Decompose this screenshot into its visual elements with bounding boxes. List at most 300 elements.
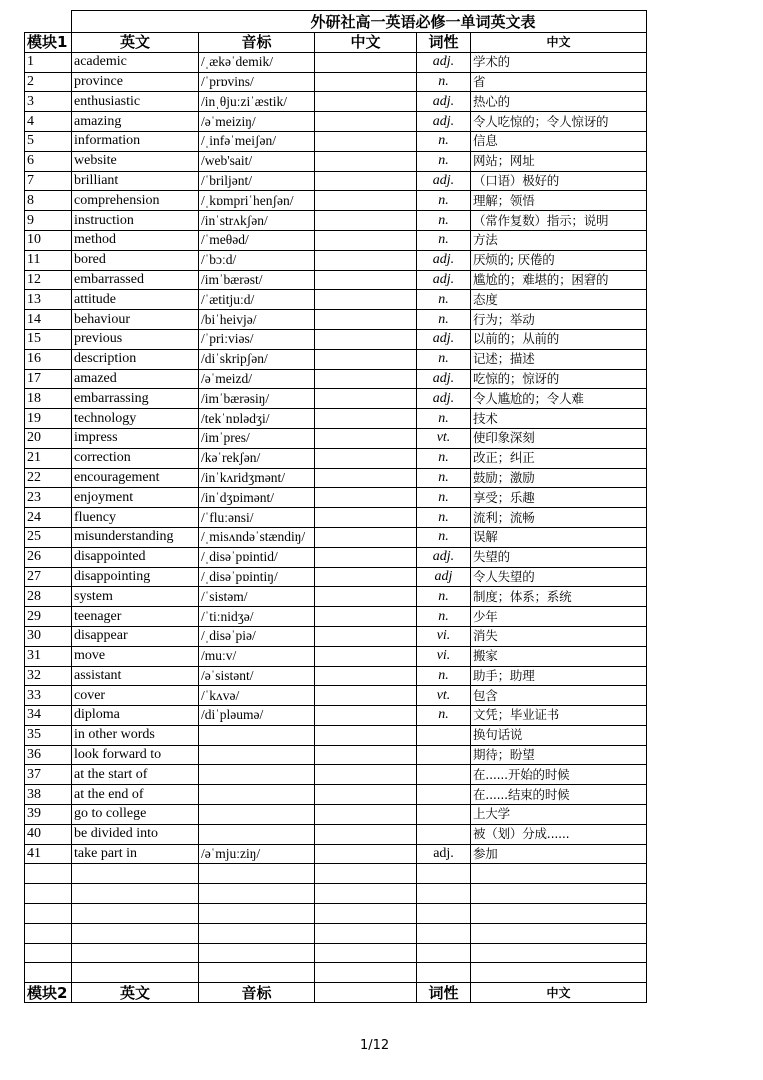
chinese-blank xyxy=(315,270,417,290)
english-word: go to college xyxy=(72,805,199,825)
phonetic: /ˈbriljənt/ xyxy=(199,171,315,191)
chinese-meaning: 改正；纠正 xyxy=(471,448,647,468)
english-word: encouragement xyxy=(72,468,199,488)
chinese-meaning: 换句话说 xyxy=(471,725,647,745)
english-word: disappear xyxy=(72,626,199,646)
table-row xyxy=(25,626,647,646)
english-word: amazed xyxy=(72,369,199,389)
chinese-blank xyxy=(315,745,417,765)
chinese-meaning: 行为；举动 xyxy=(471,310,647,330)
part-of-speech: adj. xyxy=(417,389,471,409)
empty-row xyxy=(25,864,647,884)
part-of-speech xyxy=(417,824,471,844)
chinese-blank xyxy=(315,409,417,429)
row-number: 22 xyxy=(25,468,72,488)
chinese-meaning: 吃惊的；惊讶的 xyxy=(471,369,647,389)
part-of-speech: n. xyxy=(417,587,471,607)
chinese-meaning: 文凭；毕业证书 xyxy=(471,706,647,726)
phonetic: /ˈprɒvins/ xyxy=(199,72,315,92)
chinese-meaning: 享受；乐趣 xyxy=(471,488,647,508)
part-of-speech: adj xyxy=(417,567,471,587)
table-row xyxy=(25,666,647,686)
chinese-blank xyxy=(315,250,417,270)
phonetic: /ˈkʌvə/ xyxy=(199,686,315,706)
table-row xyxy=(25,706,647,726)
empty-cell xyxy=(471,864,647,884)
chinese-blank xyxy=(315,646,417,666)
phonetic: /inˈstrʌkʃən/ xyxy=(199,211,315,231)
chinese-meaning: 令人尴尬的；令人难 xyxy=(471,389,647,409)
header-chinese-meaning: 中文 xyxy=(471,33,647,53)
part-of-speech xyxy=(417,785,471,805)
english-word: look forward to xyxy=(72,745,199,765)
table-row xyxy=(25,805,647,825)
row-number: 28 xyxy=(25,587,72,607)
phonetic: /imˈbærəst/ xyxy=(199,270,315,290)
row-number: 21 xyxy=(25,448,72,468)
chinese-meaning: 方法 xyxy=(471,230,647,250)
english-word: website xyxy=(72,151,199,171)
phonetic: /ˌmisʌndəˈstændiŋ/ xyxy=(199,527,315,547)
chinese-blank xyxy=(315,310,417,330)
row-number: 23 xyxy=(25,488,72,508)
chinese-meaning: （口语）极好的 xyxy=(471,171,647,191)
phonetic: /ˈfluːənsi/ xyxy=(199,508,315,528)
empty-cell xyxy=(471,943,647,963)
table-row xyxy=(25,607,647,627)
english-word: correction xyxy=(72,448,199,468)
phonetic: /diˈpləumə/ xyxy=(199,706,315,726)
part-of-speech: adj. xyxy=(417,92,471,112)
chinese-meaning: 搬家 xyxy=(471,646,647,666)
table-row xyxy=(25,646,647,666)
english-word: take part in xyxy=(72,844,199,864)
chinese-meaning: 尴尬的；难堪的；困窘的 xyxy=(471,270,647,290)
row-number: 8 xyxy=(25,191,72,211)
table-row xyxy=(25,270,647,290)
row-number: 38 xyxy=(25,785,72,805)
chinese-blank xyxy=(315,131,417,151)
empty-cell xyxy=(417,904,471,924)
table-row xyxy=(25,211,647,231)
table-row xyxy=(25,131,647,151)
english-word: disappointed xyxy=(72,547,199,567)
header-phonetic: 音标 xyxy=(199,983,315,1003)
english-word: information xyxy=(72,131,199,151)
table-row xyxy=(25,171,647,191)
empty-cell xyxy=(417,923,471,943)
phonetic: /inˌθjuːziˈæstik/ xyxy=(199,92,315,112)
chinese-blank xyxy=(315,686,417,706)
table-row xyxy=(25,191,647,211)
english-word: move xyxy=(72,646,199,666)
empty-cell xyxy=(72,943,199,963)
row-number: 17 xyxy=(25,369,72,389)
phonetic: /ˈmeθəd/ xyxy=(199,230,315,250)
chinese-blank xyxy=(315,52,417,72)
empty-cell xyxy=(72,963,199,983)
part-of-speech: n. xyxy=(417,508,471,528)
phonetic: /web'sait/ xyxy=(199,151,315,171)
part-of-speech: adj. xyxy=(417,52,471,72)
empty-row xyxy=(25,943,647,963)
part-of-speech: n. xyxy=(417,488,471,508)
part-of-speech xyxy=(417,805,471,825)
table-row xyxy=(25,250,647,270)
row-number: 19 xyxy=(25,409,72,429)
chinese-blank xyxy=(315,72,417,92)
chinese-meaning: 使印象深刻 xyxy=(471,428,647,448)
row-number: 7 xyxy=(25,171,72,191)
table-row xyxy=(25,844,647,864)
part-of-speech xyxy=(417,725,471,745)
row-number: 10 xyxy=(25,230,72,250)
empty-cell xyxy=(25,864,72,884)
part-of-speech: adj. xyxy=(417,369,471,389)
row-number: 31 xyxy=(25,646,72,666)
empty-cell xyxy=(471,923,647,943)
english-word: amazing xyxy=(72,112,199,132)
part-of-speech: n. xyxy=(417,151,471,171)
row-number: 13 xyxy=(25,290,72,310)
chinese-meaning: 以前的；从前的 xyxy=(471,329,647,349)
english-word: attitude xyxy=(72,290,199,310)
row-number: 32 xyxy=(25,666,72,686)
chinese-blank xyxy=(315,607,417,627)
chinese-meaning: 失望的 xyxy=(471,547,647,567)
empty-cell xyxy=(417,963,471,983)
table-row xyxy=(25,488,647,508)
english-word: technology xyxy=(72,409,199,429)
phonetic: /tekˈnɒlədʒi/ xyxy=(199,409,315,429)
header-chinese-meaning: 中文 xyxy=(471,983,647,1003)
chinese-blank xyxy=(315,151,417,171)
phonetic: /inˈdʒɒimənt/ xyxy=(199,488,315,508)
phonetic: /ˈbɔːd/ xyxy=(199,250,315,270)
part-of-speech: n. xyxy=(417,468,471,488)
phonetic: /diˈskripʃən/ xyxy=(199,349,315,369)
phonetic: /inˈkʌridʒmənt/ xyxy=(199,468,315,488)
table-row xyxy=(25,72,647,92)
part-of-speech: vt. xyxy=(417,686,471,706)
row-number: 6 xyxy=(25,151,72,171)
part-of-speech: adj. xyxy=(417,171,471,191)
row-number: 34 xyxy=(25,706,72,726)
table-row xyxy=(25,468,647,488)
chinese-blank xyxy=(315,785,417,805)
part-of-speech: n. xyxy=(417,230,471,250)
part-of-speech: adj. xyxy=(417,270,471,290)
part-of-speech: n. xyxy=(417,527,471,547)
phonetic: /ˌdisəˈpɒintid/ xyxy=(199,547,315,567)
english-word: at the end of xyxy=(72,785,199,805)
table-row xyxy=(25,290,647,310)
chinese-meaning: 误解 xyxy=(471,527,647,547)
phonetic: /kəˈrekʃən/ xyxy=(199,448,315,468)
chinese-blank xyxy=(315,171,417,191)
empty-cell xyxy=(199,864,315,884)
phonetic xyxy=(199,745,315,765)
chinese-meaning: 网站；网址 xyxy=(471,151,647,171)
chinese-meaning: 令人失望的 xyxy=(471,567,647,587)
table-row xyxy=(25,567,647,587)
table-row xyxy=(25,112,647,132)
english-word: assistant xyxy=(72,666,199,686)
chinese-blank xyxy=(315,844,417,864)
chinese-meaning: 热心的 xyxy=(471,92,647,112)
phonetic: /ˈpriːviəs/ xyxy=(199,329,315,349)
empty-cell xyxy=(72,884,199,904)
part-of-speech: n. xyxy=(417,211,471,231)
english-word: comprehension xyxy=(72,191,199,211)
header-english: 英文 xyxy=(72,983,199,1003)
table-row xyxy=(25,508,647,528)
empty-row xyxy=(25,963,647,983)
english-word: cover xyxy=(72,686,199,706)
empty-row xyxy=(25,904,647,924)
phonetic: /ˌdisəˈpɒintiŋ/ xyxy=(199,567,315,587)
english-word: province xyxy=(72,72,199,92)
row-number: 30 xyxy=(25,626,72,646)
part-of-speech: adj. xyxy=(417,112,471,132)
chinese-blank xyxy=(315,112,417,132)
chinese-meaning: 技术 xyxy=(471,409,647,429)
table-row xyxy=(25,527,647,547)
row-number: 41 xyxy=(25,844,72,864)
english-word: impress xyxy=(72,428,199,448)
row-number: 14 xyxy=(25,310,72,330)
table-row xyxy=(25,52,647,72)
phonetic xyxy=(199,765,315,785)
chinese-meaning: 助手；助理 xyxy=(471,666,647,686)
chinese-meaning: 在......结束的时候 xyxy=(471,785,647,805)
table-row xyxy=(25,448,647,468)
chinese-blank xyxy=(315,448,417,468)
table-row xyxy=(25,349,647,369)
module1-header-row xyxy=(25,33,647,53)
row-number: 24 xyxy=(25,508,72,528)
table-row xyxy=(25,230,647,250)
empty-row xyxy=(25,884,647,904)
row-number: 1 xyxy=(25,52,72,72)
english-word: brilliant xyxy=(72,171,199,191)
table-row xyxy=(25,92,647,112)
chinese-meaning: 流利；流畅 xyxy=(471,508,647,528)
row-number: 27 xyxy=(25,567,72,587)
header-part-of-speech: 词性 xyxy=(417,33,471,53)
phonetic xyxy=(199,824,315,844)
part-of-speech: adj. xyxy=(417,844,471,864)
part-of-speech: n. xyxy=(417,409,471,429)
chinese-blank xyxy=(315,230,417,250)
row-number: 39 xyxy=(25,805,72,825)
empty-cell xyxy=(471,963,647,983)
part-of-speech: adj. xyxy=(417,250,471,270)
chinese-meaning: 被（划）分成...... xyxy=(471,824,647,844)
chinese-blank xyxy=(315,389,417,409)
table-row xyxy=(25,745,647,765)
header-english: 英文 xyxy=(72,33,199,53)
chinese-blank xyxy=(315,428,417,448)
table-row xyxy=(25,409,647,429)
chinese-blank xyxy=(315,805,417,825)
chinese-meaning: 学术的 xyxy=(471,52,647,72)
row-number: 11 xyxy=(25,250,72,270)
chinese-meaning: 包含 xyxy=(471,686,647,706)
table-row xyxy=(25,310,647,330)
header-phonetic: 音标 xyxy=(199,33,315,53)
table-row xyxy=(25,369,647,389)
row-number: 3 xyxy=(25,92,72,112)
english-word: embarrassed xyxy=(72,270,199,290)
empty-cell xyxy=(199,963,315,983)
english-word: description xyxy=(72,349,199,369)
chinese-blank xyxy=(315,349,417,369)
chinese-blank xyxy=(315,706,417,726)
english-word: instruction xyxy=(72,211,199,231)
row-number: 16 xyxy=(25,349,72,369)
phonetic xyxy=(199,725,315,745)
chinese-meaning: 理解；领悟 xyxy=(471,191,647,211)
row-number: 25 xyxy=(25,527,72,547)
chinese-blank xyxy=(315,211,417,231)
english-word: in other words xyxy=(72,725,199,745)
chinese-meaning: 厌烦的; 厌倦的 xyxy=(471,250,647,270)
english-word: enjoyment xyxy=(72,488,199,508)
phonetic xyxy=(199,805,315,825)
part-of-speech: vi. xyxy=(417,646,471,666)
chinese-meaning: 令人吃惊的；令人惊讶的 xyxy=(471,112,647,132)
part-of-speech: n. xyxy=(417,290,471,310)
phonetic: /ˈsistəm/ xyxy=(199,587,315,607)
table-row xyxy=(25,725,647,745)
empty-cell xyxy=(315,904,417,924)
empty-cell xyxy=(315,923,417,943)
part-of-speech: n. xyxy=(417,72,471,92)
chinese-meaning: 制度；体系；系统 xyxy=(471,587,647,607)
empty-cell xyxy=(25,963,72,983)
phonetic: /ˈætitjuːd/ xyxy=(199,290,315,310)
empty-row xyxy=(25,923,647,943)
chinese-blank xyxy=(315,290,417,310)
row-number: 33 xyxy=(25,686,72,706)
chinese-meaning: 上大学 xyxy=(471,805,647,825)
phonetic: /ˌdisəˈpiə/ xyxy=(199,626,315,646)
chinese-meaning: （常作复数）指示；说明 xyxy=(471,211,647,231)
chinese-meaning: 态度 xyxy=(471,290,647,310)
table-row xyxy=(25,329,647,349)
phonetic: /əˈmeiziŋ/ xyxy=(199,112,315,132)
vocabulary-table xyxy=(24,10,647,1003)
phonetic: /imˈbærəsiŋ/ xyxy=(199,389,315,409)
table-row xyxy=(25,389,647,409)
chinese-blank xyxy=(315,488,417,508)
english-word: disappointing xyxy=(72,567,199,587)
chinese-blank xyxy=(315,765,417,785)
empty-cell xyxy=(72,923,199,943)
header-part-of-speech: 词性 xyxy=(417,983,471,1003)
chinese-meaning: 期待；盼望 xyxy=(471,745,647,765)
empty-cell xyxy=(25,904,72,924)
row-number: 12 xyxy=(25,270,72,290)
chinese-meaning: 信息 xyxy=(471,131,647,151)
chinese-blank xyxy=(315,329,417,349)
english-word: teenager xyxy=(72,607,199,627)
chinese-meaning: 鼓励；激励 xyxy=(471,468,647,488)
part-of-speech: n. xyxy=(417,131,471,151)
chinese-blank xyxy=(315,527,417,547)
page-number: 1/12 xyxy=(360,1038,390,1053)
english-word: diploma xyxy=(72,706,199,726)
table-row xyxy=(25,587,647,607)
part-of-speech: n. xyxy=(417,448,471,468)
phonetic: /ˈtiːnidʒə/ xyxy=(199,607,315,627)
chinese-meaning: 少年 xyxy=(471,607,647,627)
row-number: 29 xyxy=(25,607,72,627)
part-of-speech: n. xyxy=(417,349,471,369)
part-of-speech: n. xyxy=(417,310,471,330)
chinese-blank xyxy=(315,587,417,607)
english-word: misunderstanding xyxy=(72,527,199,547)
header-chinese: 中文 xyxy=(315,33,417,53)
english-word: embarrassing xyxy=(72,389,199,409)
part-of-speech: n. xyxy=(417,666,471,686)
english-word: bored xyxy=(72,250,199,270)
chinese-blank xyxy=(315,824,417,844)
header-module-number: 模块1 xyxy=(25,33,72,53)
empty-cell xyxy=(315,943,417,963)
chinese-blank xyxy=(315,567,417,587)
table-row xyxy=(25,765,647,785)
row-number: 9 xyxy=(25,211,72,231)
part-of-speech xyxy=(417,765,471,785)
row-number: 36 xyxy=(25,745,72,765)
chinese-blank xyxy=(315,666,417,686)
empty-cell xyxy=(199,904,315,924)
empty-cell xyxy=(25,884,72,904)
empty-cell xyxy=(315,864,417,884)
empty-cell xyxy=(417,884,471,904)
empty-cell xyxy=(72,864,199,884)
empty-cell xyxy=(417,943,471,963)
english-word: at the start of xyxy=(72,765,199,785)
part-of-speech: n. xyxy=(417,706,471,726)
empty-cell xyxy=(315,884,417,904)
empty-cell xyxy=(471,904,647,924)
english-word: fluency xyxy=(72,508,199,528)
table-row xyxy=(25,151,647,171)
row-number: 4 xyxy=(25,112,72,132)
table-row xyxy=(25,428,647,448)
row-number: 18 xyxy=(25,389,72,409)
phonetic: /muːv/ xyxy=(199,646,315,666)
phonetic: /ˌækəˈdemik/ xyxy=(199,52,315,72)
phonetic: /imˈpres/ xyxy=(199,428,315,448)
module2-header-row xyxy=(25,983,647,1003)
sheet-title: 外研社高一英语必修一单词英文表 xyxy=(72,11,647,33)
phonetic xyxy=(199,785,315,805)
part-of-speech: vt. xyxy=(417,428,471,448)
phonetic: /əˈmeizd/ xyxy=(199,369,315,389)
chinese-meaning: 记述；描述 xyxy=(471,349,647,369)
chinese-blank xyxy=(315,547,417,567)
part-of-speech: adj. xyxy=(417,329,471,349)
part-of-speech: n. xyxy=(417,607,471,627)
phonetic: /əˈsistənt/ xyxy=(199,666,315,686)
row-number: 37 xyxy=(25,765,72,785)
chinese-meaning: 省 xyxy=(471,72,647,92)
chinese-blank xyxy=(315,725,417,745)
